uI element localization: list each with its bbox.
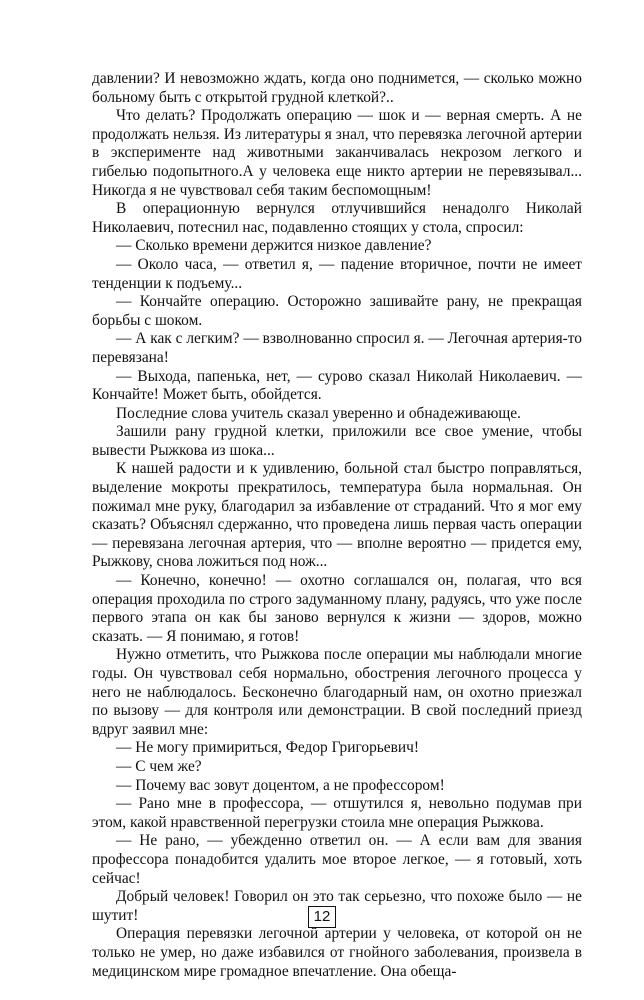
page-footer	[0, 906, 644, 928]
dialogue-line: — Не рано, — убежденно ответил он. — А если вам для звания профессора понадобится удалить мое второе легкое, — я готовый, хоть сейчас!	[92, 832, 582, 887]
page-text	[92, 70, 582, 981]
dialogue-line: — Выхода, папенька, нет, — сурово сказал Николай Николаевич. — Кончайте! Может быть, обойдется.	[92, 367, 582, 404]
dialogue-line: — Конечно, конечно! — охотно соглашался он, полагая, что вся операция проходила по строго задуманному плану, радуясь, что уже после первого этапа он как бы заново вернулся к жизни — здоров, можно сказать. — Я понимаю, я готов!	[92, 572, 582, 645]
page-number: 12	[308, 906, 337, 928]
dialogue-line: — Не могу примириться, Федор Григорьевич!	[116, 739, 420, 757]
paragraph: К нашей радости и к удивлению, больной стал быстро поправляться, выделение мокроты прекратилось, температура была нормальная. Он пожимал мне руку, благодарил за избавление от страданий. Что я мог ему сказать? Объяснял сдержанно, что проведена лишь первая часть операции — перевязана легочная артерия, что — вполне вероятно — придется ему, Рыжкову, снова ложиться под нож...	[92, 460, 582, 571]
paragraph: Что делать? Продолжать операцию — шок и — верная смерть. А не продолжать нельзя. Из литературы я знал, что перевязка легочной артерии в эксперименте над животными заканчивалась некрозом легкого и гибелью подопытного.А у человека еще никто артерии не перевязывал... Никогда я не чувствовал себя таким беспомощным!	[92, 107, 582, 199]
dialogue-line: — Сколько времени держится низкое давление?	[116, 237, 432, 255]
paragraph: В операционную вернулся отлучившийся ненадолго Николай Николаевич, потеснил нас, подавленно стоящих у стола, спросил:	[92, 200, 582, 236]
dialogue-line: — С чем же?	[116, 757, 202, 775]
dialogue-line: — Около часа, — ответил я, — падение вторичное, почти не имеет тенденции к подъему...	[92, 255, 582, 292]
dialogue-line: — А как с легким? — взволнованно спросил я. — Легочная артерия-то перевязана!	[92, 330, 582, 366]
paragraph: Добрый человек! Говорил он это так серьезно, что похоже было — не шутит!	[92, 888, 582, 924]
paragraph: Зашили рану грудной клетки, приложили все свое умение, чтобы вывести Рыжкова из шока...	[92, 423, 582, 459]
paragraph: Операция перевязки легочной артерии у человека, от которой он не только не умер, но даже избавился от гнойного заболевания, произвела в медицинском мире громадное впечатление. Она обеща-	[92, 925, 582, 980]
paragraph-continued: давлении? И невозможно ждать, когда оно поднимется, — сколько можно больному быть с открытой грудной клеткой?..	[92, 70, 582, 106]
dialogue-line: — Кончайте операцию. Осторожно зашивайте рану, не прекращая борьбы с шоком.	[92, 293, 582, 329]
dialogue-line: — Рано мне в профессора, — отшутился я, невольно подумав при этом, какой нравственной перегрузки стоила мне операция Рыжкова.	[92, 795, 582, 831]
dialogue-line: — Почему вас зовут доцентом, а не профессором!	[116, 776, 445, 794]
paragraph: Нужно отметить, что Рыжкова после операции мы наблюдали многие годы. Он чувствовал себя нормально, обострения легочного процесса у него не наблюдалось. Бесконечно благодарный нам, он охотно приезжал по вызову — для контроля или демонстрации. В свой последний приезд вдруг заявил мне:	[92, 646, 582, 738]
paragraph: Последние слова учитель сказал уверенно и обнадеживающе.	[116, 404, 521, 422]
